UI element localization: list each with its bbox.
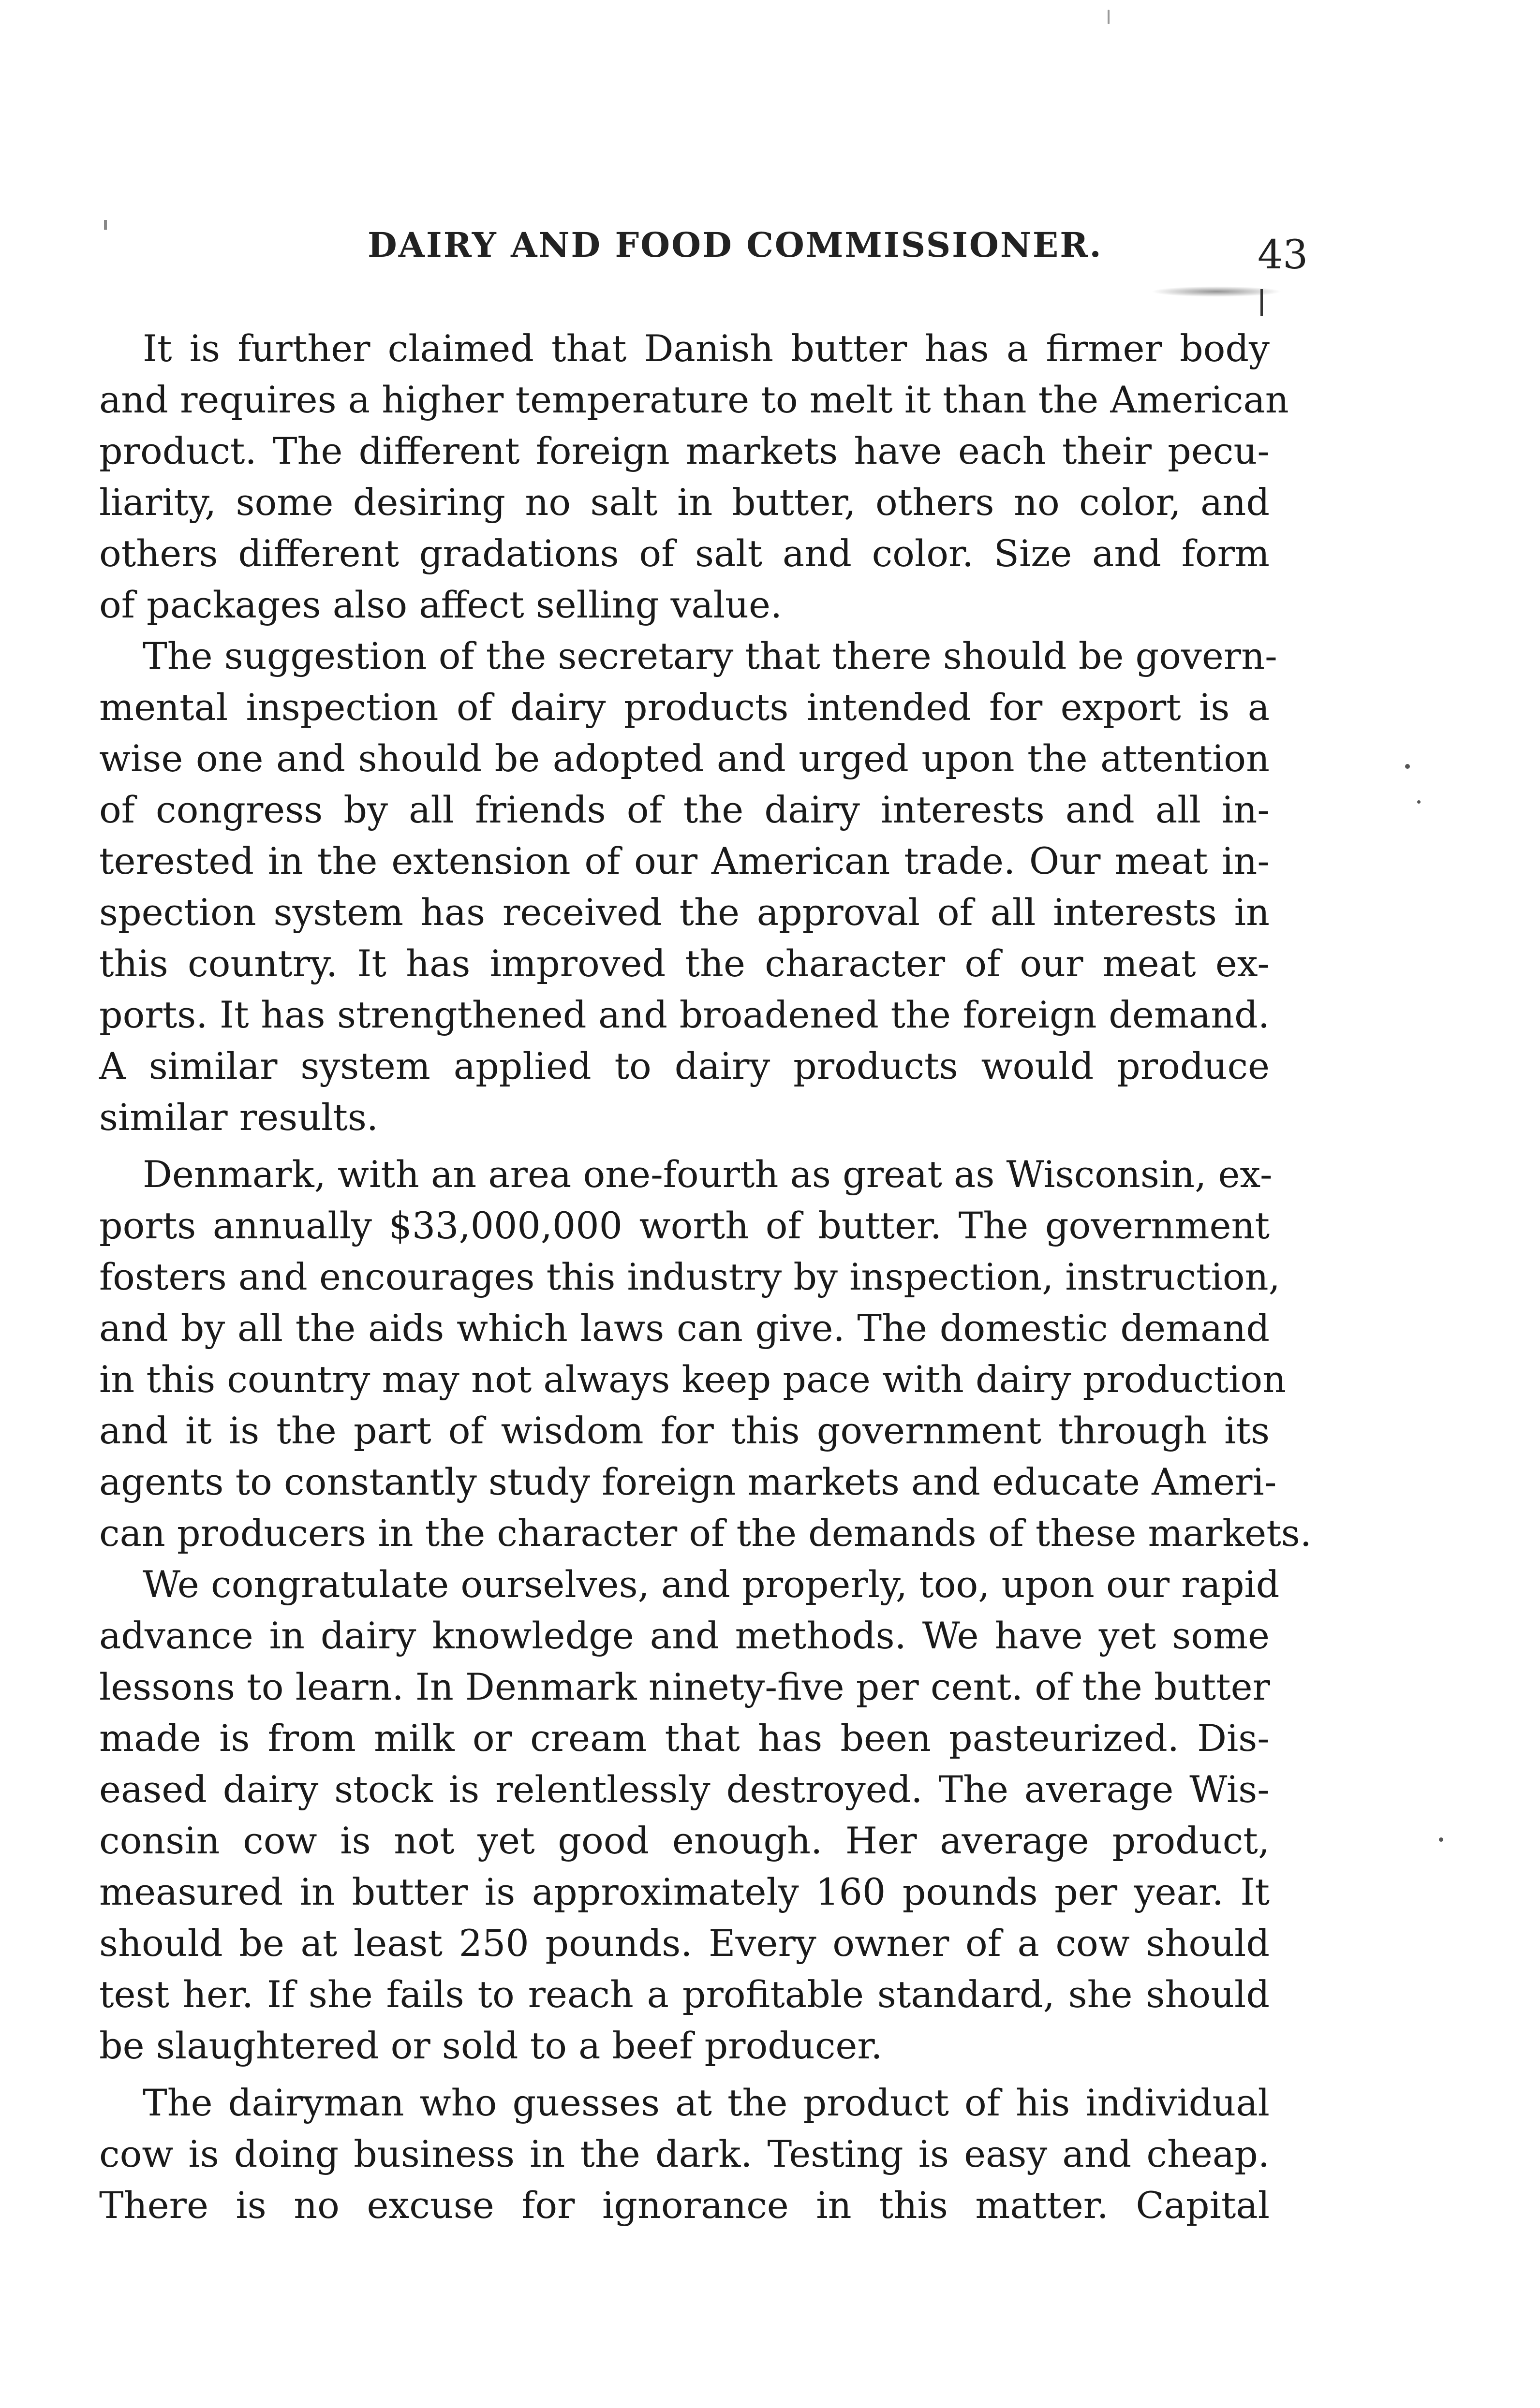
text-line: agents to constantly study foreign markets and educate Ameri-	[99, 1460, 1277, 1503]
text-line: advance in dairy knowledge and methods. We have yet some	[99, 1614, 1270, 1657]
text-line: liarity, some desiring no salt in butter, others no color, and	[99, 481, 1270, 524]
paper-speck	[1439, 1837, 1443, 1842]
text-line: be slaughtered or sold to a beef producer.	[99, 2024, 883, 2067]
text-line: consin cow is not yet good enough. Her average product,	[99, 1819, 1270, 1862]
paragraph-4	[99, 1559, 1280, 2071]
text-line: in this country may not always keep pace with dairy production	[99, 1358, 1287, 1401]
text-line: similar results.	[99, 1096, 379, 1139]
text-line: and by all the aids which laws can give. The domestic demand	[99, 1307, 1270, 1350]
text-line: measured in butter is approximately 160 pounds per year. It	[99, 1870, 1270, 1913]
text-line: Denmark, with an area one-fourth as great as Wisconsin, ex-	[143, 1153, 1273, 1196]
text-line: lessons to learn. In Denmark ninety-five per cent. of the butter	[99, 1665, 1270, 1708]
text-line: There is no excuse for ignorance in this matter. Capital	[99, 2184, 1270, 2227]
text-line: cow is doing business in the dark. Testing is easy and cheap.	[99, 2132, 1270, 2175]
text-line: It is further claimed that Danish butter has a firmer body	[143, 327, 1270, 370]
text-line: mental inspection of dairy products intended for export is a	[99, 686, 1270, 729]
text-line: wise one and should be adopted and urged upon the attention	[99, 737, 1270, 780]
text-line: and requires a higher temperature to melt it than the American	[99, 378, 1289, 421]
paragraph-2	[99, 631, 1277, 1143]
text-line: The suggestion of the secretary that there should be govern-	[143, 634, 1277, 677]
text-line: this country. It has improved the character of our meat ex-	[99, 942, 1270, 985]
paragraph-3	[99, 1149, 1312, 1559]
text-line: made is from milk or cream that has been pasteurized. Dis-	[99, 1717, 1270, 1760]
paper-speck	[1417, 800, 1421, 804]
text-line: spection system has received the approval of all interests in	[99, 891, 1270, 934]
running-head: DAIRY AND FOOD COMMISSIONER.	[368, 225, 1103, 265]
paragraph-5	[99, 2077, 1270, 2231]
text-line: of packages also affect selling value.	[99, 583, 783, 626]
text-line: test her. If she fails to reach a profitable standard, she should	[99, 1973, 1270, 2016]
text-line: ports annually $33,000,000 worth of butter. The government	[99, 1204, 1270, 1247]
text-line: The dairyman who guesses at the product of his individual	[143, 2081, 1270, 2124]
paper-speck	[1405, 764, 1410, 769]
text-line: We congratulate ourselves, and properly, too, upon our rapid	[143, 1563, 1280, 1606]
body-text	[99, 323, 1312, 2231]
text-line: others different gradations of salt and color. Size and form	[99, 532, 1270, 575]
text-line: terested in the extension of our American trade. Our meat in-	[99, 839, 1270, 882]
text-line: of congress by all friends of the dairy interests and all in-	[99, 788, 1270, 831]
text-line: product. The different foreign markets have each their pecu-	[99, 429, 1270, 472]
text-line: can producers in the character of the demands of these markets.	[99, 1512, 1312, 1555]
paper-speck	[1108, 10, 1110, 24]
text-line: A similar system applied to dairy products would produce	[99, 1044, 1270, 1087]
ink-mark	[104, 220, 107, 230]
ink-mark	[1260, 289, 1263, 316]
text-line: fosters and encourages this industry by inspection, instruction,	[99, 1255, 1280, 1298]
page-number: 43	[1258, 232, 1308, 278]
text-line: and it is the part of wisdom for this government through its	[99, 1409, 1270, 1452]
text-line: should be at least 250 pounds. Every owner of a cow should	[99, 1922, 1270, 1965]
text-line: ports. It has strengthened and broadened the foreign demand.	[99, 993, 1270, 1036]
paragraph-1	[99, 323, 1289, 631]
text-line: eased dairy stock is relentlessly destroyed. The average Wis-	[99, 1768, 1270, 1811]
